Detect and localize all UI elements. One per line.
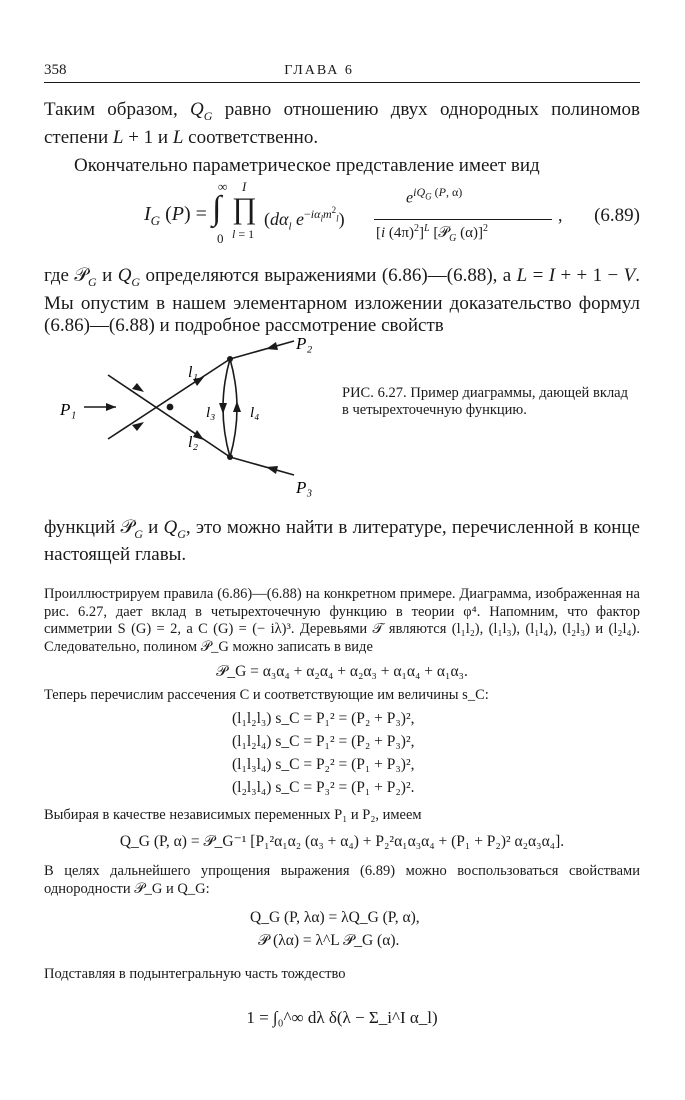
page [44, 62, 640, 1029]
label-p2: P₂ [296, 336, 313, 353]
label-l1: l₁ [188, 363, 199, 381]
label-l2: l₂ [188, 433, 199, 451]
label-l4: l₄ [250, 404, 260, 421]
figure-6-27 [44, 337, 640, 517]
equation-pg: 𝒫_G = α₃α₄ + α₂α₄ + α₂α₃ + α₁α₄ + α₁α₃. [216, 663, 468, 681]
label-p1: P₁ [60, 399, 77, 419]
figure-caption: РИС. 6.27. Пример диаграммы, дающей вклад в четырехточечную функцию. [342, 384, 628, 418]
equation-number: (6.89) [594, 204, 640, 226]
small-paragraph-3: Выбирая в качестве независимых переменных P₁ и P₂, имеем [44, 806, 422, 823]
homogeneity-equations [250, 906, 640, 952]
small-paragraph-1: Проиллюстрируем правила (6.86)—(6.88) на конкретном примере. Диаграмма, изображенная на рис. 6.27, дает вклад в четырехточечную функцию в теории φ⁴. Напомним, что фактор симметрии S (G) = 2, а C (G) = (− iλ)³. Деревьями 𝒯 являются (l₁l₂), (l₁l₃), (l₁l₄), (l₂l₃) и (l₂l₄). Следовательно, полином 𝒫_G можно записать в виде [44, 586, 640, 655]
small-paragraph-4: В целях дальнейшего упрощения выражения (6.89) можно воспользоваться свойствами однородности 𝒫_G и Q_G: [44, 863, 640, 897]
feynman-diagram [44, 337, 344, 517]
cut-row: (l₁l₂l₃) s_C = P₁² = (P₂ + P₃)², [232, 709, 415, 727]
paragraph-2: Окончательно параметрическое представление имеет вид [74, 154, 540, 176]
cut-row: (l₁l₂l₄) s_C = P₁² = (P₂ + P₃)², [232, 732, 415, 750]
formula-6-89: $I_G$ (P) = ∞ ∫ 0 I ∏ l = 1 ($d\alpha_l$ $e^{-i\alpha_lm^2_l}$) $e^{iQ_G (P, \alpha)}$ [i $(4\pi)^2]^L$ [𝒫$_G$ (α)]$^2$ , (6.89) [144, 178, 640, 246]
label-p3: P₃ [296, 477, 313, 497]
label-l3: l₃ [206, 404, 216, 421]
paragraph-3: где 𝒫$_G$ и $Q_G$ определяются выражениями (6.86)—(6.88), а L = I + + 1 − V. Мы опустим в нашем элементарном изложении доказательство формул (6.86)—(6.88) и подробное рассмотрение свойств [44, 264, 641, 336]
homog-eq: Q_G (P, λα) = λQ_G (P, α), [250, 909, 420, 927]
cut-row: (l₁l₃l₄) s_C = P₂² = (P₁ + P₃)², [232, 755, 415, 773]
equation-identity: 1 = ∫₀^∞ dλ δ(λ − Σ_i^I α_l) [246, 1007, 438, 1027]
cuts-list [232, 707, 640, 799]
chapter-title: ГЛАВА 6 [284, 63, 354, 78]
paragraph-4: функций 𝒫$_G$ и $Q_G$, это можно найти в литературе, перечисленной в конце настоящей главы. [44, 516, 640, 566]
small-paragraph-5: Подставляя в подынтегральную часть тождество [44, 966, 346, 983]
equation-qg: Q_G (P, α) = 𝒫_G⁻¹ [P₁²α₁α₂ (α₃ + α₄) + P₂²α₁α₃α₄ + (P₁ + P₂)² α₂α₃α₄]. [119, 833, 565, 851]
cut-row: (l₂l₃l₄) s_C = P₃² = (P₁ + P₂)². [232, 778, 415, 796]
small-paragraph-2: Теперь перечислим рассечения C и соответствующие им величины s_C: [44, 687, 489, 704]
homog-eq: 𝒫 (λα) = λ^L 𝒫_G (α). [258, 932, 400, 950]
page-header [44, 62, 640, 83]
paragraph-1: Таким образом, $Q_G$ равно отношению двух однородных полиномов степени L + 1 и L соответственно. [44, 99, 640, 148]
page-number: 358 [44, 62, 67, 78]
